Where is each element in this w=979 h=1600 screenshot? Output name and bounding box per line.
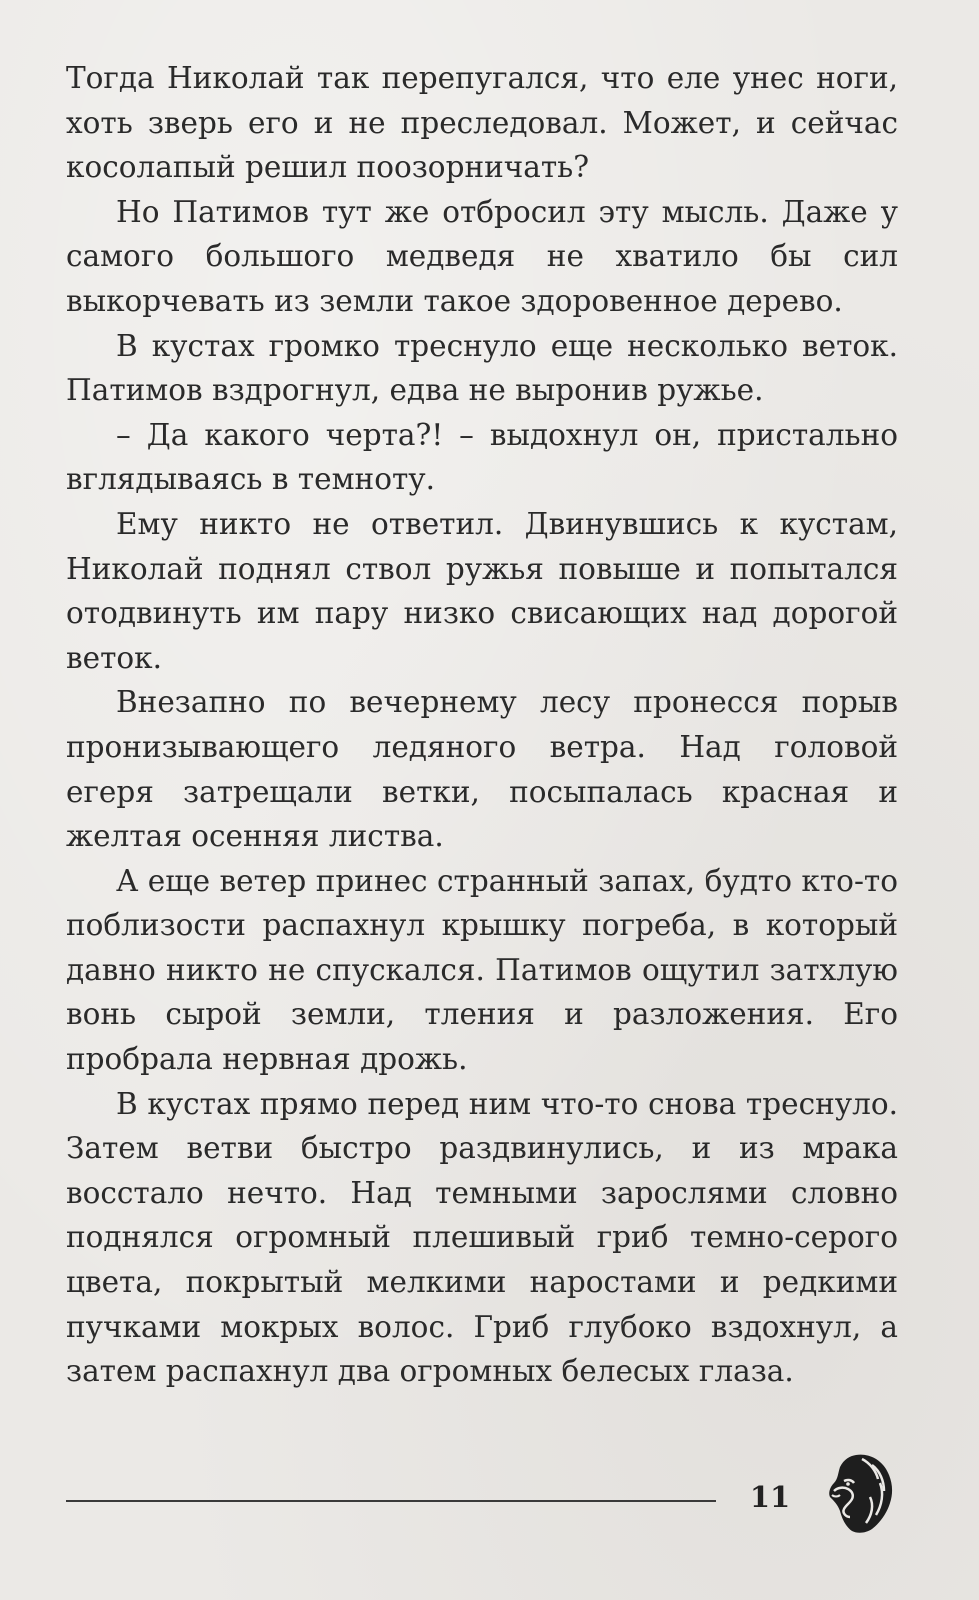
- body-text: [66, 56, 898, 1394]
- paragraph-4: – Да какого черта?! – выдохнул он, пристально вглядываясь в темноту.: [66, 417, 898, 497]
- paragraph-1: Тогда Николай так перепугался, что еле унес ноги, хоть зверь его и не преследовал. Может, и сейчас косолапый решил поозорничать?: [66, 61, 898, 185]
- paragraph-7: А еще ветер принес странный запах, будто кто-то поблизости распахнул крышку погреба, в который давно никто не спускался. Патимов ощутил затхлую вонь сырой земли, тления и разложения. Его пробрала нервная дрожь.: [66, 863, 898, 1077]
- paragraph-2: Но Патимов тут же отбросил эту мысль. Даже у самого большого медведя не хватило бы сил выкорчевать из земли такое здоровенное дерево.: [66, 194, 898, 318]
- footer-rule: [66, 1500, 716, 1502]
- lion-head-icon: [826, 1453, 896, 1535]
- paragraph-3: В кустах громко треснуло еще несколько веток. Патимов вздрогнул, едва не выронив ружье.: [66, 328, 898, 408]
- paragraph-5: Ему никто не ответил. Двинувшись к кустам, Николай поднял ствол ружья повыше и попытался отодвинуть им пару низко свисающих над дорогой веток.: [66, 506, 898, 675]
- paragraph-6: Внезапно по вечернему лесу пронесся порыв пронизывающего ледяного ветра. Над головой егеря затрещали ветки, посыпалась красная и желтая осенняя листва.: [66, 685, 898, 854]
- paragraph-8: В кустах прямо перед ним что-то снова треснуло. Затем ветви быстро раздвинулись, и из мрака восстало нечто. Над темными зарослями словно поднялся огромный плешивый гриб темно-серого цвета, покрытый мелкими наростами и редкими пучками мокрых волос. Гриб глубоко вздохнул, а затем распахнул два огромных белесых глаза.: [66, 1086, 898, 1389]
- page-number: 11: [749, 1480, 791, 1514]
